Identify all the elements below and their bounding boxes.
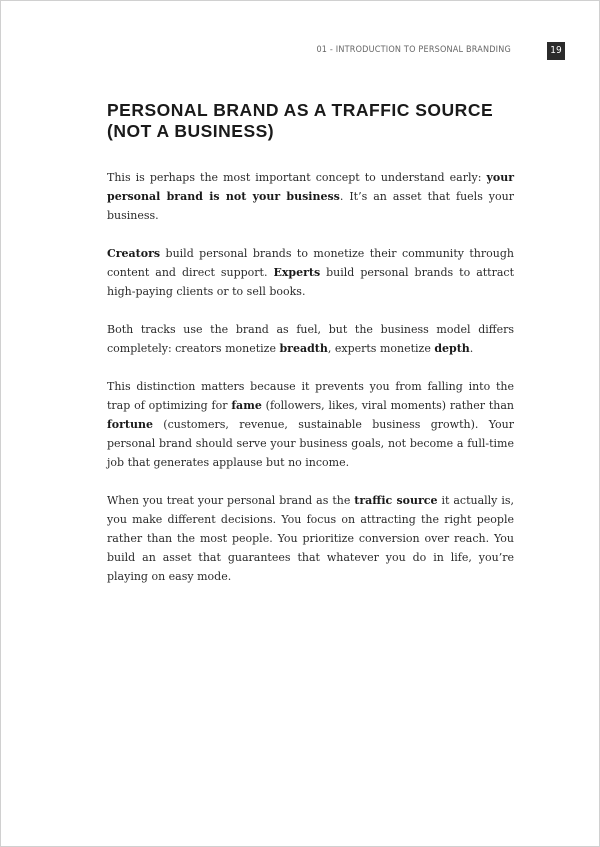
text-run: This is perhaps the most important concept to understand early:: [107, 171, 487, 184]
running-header: 01 - INTRODUCTION TO PERSONAL BRANDING: [316, 45, 511, 55]
bold-phrase: Experts: [273, 266, 321, 279]
bold-phrase: traffic source: [354, 494, 438, 507]
text-run: Both tracks use the brand as fuel, but the business model differs completely: creators monetize: [107, 323, 514, 355]
text-run: When you treat your personal brand as the: [107, 494, 355, 507]
bold-phrase: depth: [434, 342, 470, 355]
text-run: (customers, revenue, sustainable business growth). Your personal brand should serve your business goals, not become a full-time job that generates applause but no income.: [107, 418, 514, 469]
paragraph-4: [107, 377, 514, 472]
text-run: . It’s an asset that fuels your business.: [107, 190, 514, 222]
text-run: it actually is, you make different decisions. You focus on attracting the right people rather than the most people. You prioritize conversion over reach. You build an asset that guarantees that whatever you do in life, you’re playing on easy mode.: [107, 494, 514, 583]
bold-phrase: breadth: [279, 342, 328, 355]
paragraph-2: [107, 244, 514, 301]
bold-phrase: fame: [231, 399, 262, 412]
text-run: This distinction matters because it prevents you from falling into the trap of optimizing for: [107, 380, 514, 412]
bold-phrase: Creators: [107, 247, 161, 260]
text-run: (followers, likes, viral moments) rather than: [261, 399, 514, 412]
bold-phrase: fortune: [107, 418, 153, 431]
text-run: build personal brands to attract high-paying clients or to sell books.: [107, 266, 514, 298]
heading-line-2: (NOT A BUSINESS): [107, 121, 275, 141]
text-run: , experts monetize: [327, 342, 435, 355]
page-number-badge: 19: [547, 42, 565, 60]
paragraph-3: [107, 320, 514, 358]
section-heading: [107, 100, 507, 142]
text-run: .: [469, 342, 474, 355]
paragraph-1: [107, 168, 514, 225]
heading-line-1: PERSONAL BRAND AS A TRAFFIC SOURCE: [107, 100, 494, 120]
body-text: [107, 168, 514, 605]
text-run: build personal brands to monetize their community through content and direct support.: [107, 247, 514, 279]
paragraph-5: [107, 491, 514, 586]
bold-phrase: your personal brand is not your business: [107, 171, 514, 203]
